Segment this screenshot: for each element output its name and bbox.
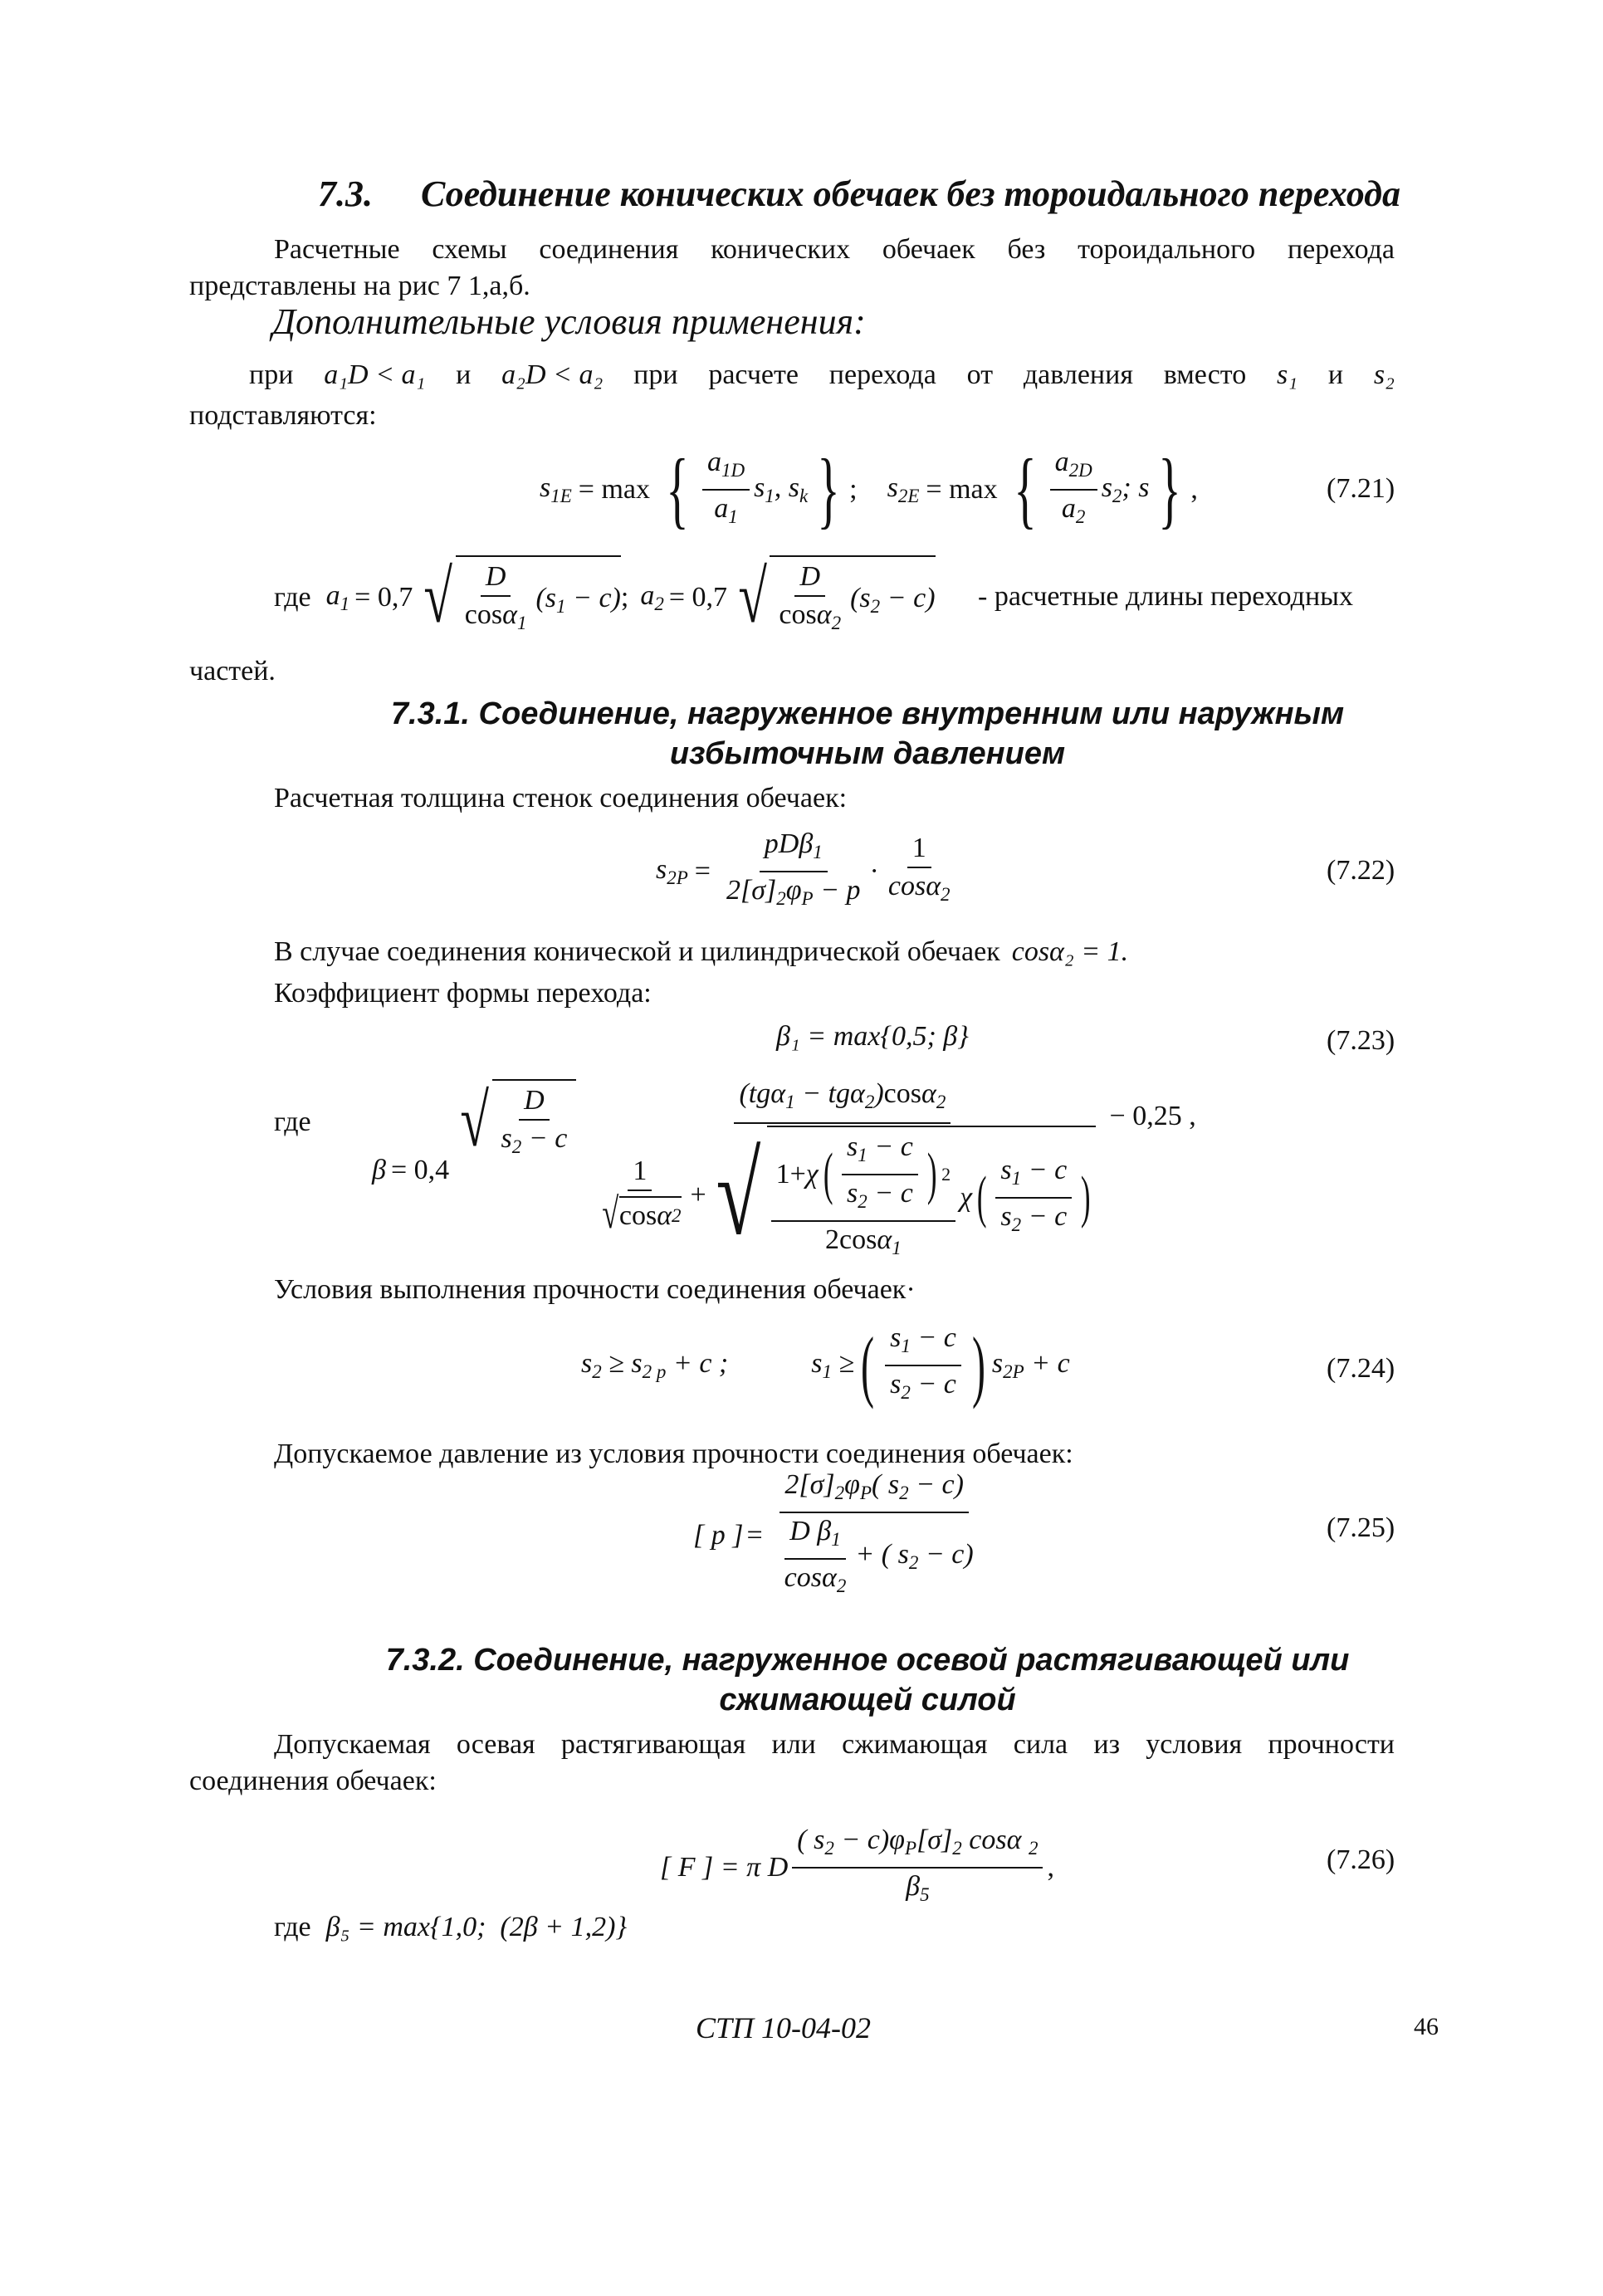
cond-symbol: s₁ — [1277, 359, 1298, 390]
cond-word: вместо — [1163, 359, 1247, 390]
intro-paragraph-line-1: Расчетные схемы соединения конических обечаек без тороидального перехода — [274, 234, 1395, 265]
section-heading — [318, 173, 1400, 215]
document-code: СТП 10-04-02 — [696, 2011, 872, 2044]
case-text: В случае соединения конической и цилиндрической обечаек — [274, 936, 1000, 967]
case-formula: cosα₂ = 1. — [1011, 936, 1129, 967]
lengths-description: - расчетные длины переходных — [978, 581, 1353, 612]
beta5-formula: β₅ = max{1,0; (2β + 1,2)} — [325, 1912, 628, 1942]
cond-word: перехода — [828, 359, 936, 390]
subsection-title-line-2: сжимающей силой — [719, 1683, 1016, 1717]
where-label: где — [274, 1106, 311, 1137]
equation-number: (7.22) — [1327, 855, 1395, 886]
conditions-heading: Дополнительные условия применения: — [272, 301, 866, 342]
subsection-heading — [315, 1640, 1420, 1720]
where-label: где — [274, 582, 311, 613]
beta5-line — [274, 1909, 627, 1946]
cond-formula: a₁D < a₁ — [324, 359, 426, 390]
cond-word: при — [249, 359, 294, 390]
equation-7-25: [ p ] = $2[\sigma]_2\varphi_P$( $s_2 - c$) $\frac{D \beta_1}{\cos\alpha_2}$ + ( $s_2 - c$) — [693, 1469, 974, 1596]
section-number: 7.3. — [318, 173, 373, 214]
conditions-line — [249, 357, 1395, 393]
where-label: где — [274, 1912, 311, 1942]
force-text-line-2: соединения обечаек: — [189, 1766, 437, 1796]
subsection-title-line-2: избыточным давлением — [669, 736, 1066, 771]
cond-word: и — [456, 359, 472, 390]
conditions-line-2: подставляются: — [189, 400, 377, 431]
intro-paragraph-line-2: представлены на рис 7 1,а,б. — [189, 271, 530, 301]
equation-7-23: β₁ = max{0,5; β} — [776, 1021, 969, 1052]
equation-number: (7.21) — [1327, 473, 1395, 504]
equation-number: (7.25) — [1327, 1512, 1395, 1543]
thickness-text: Расчетная толщина стенок соединения обечаек: — [274, 783, 848, 813]
strength-condition-text: Условия выполнения прочности соединения обечаек· — [274, 1274, 916, 1305]
cond-word: при — [633, 359, 678, 390]
cond-formula: a₂D < a₂ — [501, 359, 604, 390]
allowable-pressure-text: Допускаемое давление из условия прочности соединения обечаек: — [274, 1439, 1073, 1469]
case-line — [274, 934, 1128, 970]
section-title: Соединение конических обечаек без тороидального перехода — [421, 173, 1400, 214]
lengths-formula: где $a_1$ = 0,7 √ $\frac{D}{\cos\alpha_1}$ $(s_1 - c)$ ; $a_2$ = 0,7 √ $\frac{D}{\cos\alpha_2}$ $(s_2 - c)$ — [274, 556, 936, 638]
equation-number: (7.24) — [1327, 1353, 1395, 1384]
equation-7-26: [ F ] = π D $\frac{( s_2 - c)\varphi_P[\sigma]_2 \cos\alpha _2}{\beta_5}$ , — [660, 1825, 1054, 1905]
cond-symbol: s₂ — [1373, 359, 1395, 390]
equation-number: (7.26) — [1327, 1844, 1395, 1875]
cond-word: давления — [1023, 359, 1133, 390]
subsection-heading — [315, 694, 1420, 774]
equation-7-21: $s_{1E}$ = max { $\frac{a_{1D}}{a_1}$ $s_1$, $s_k$ } ; $s_{2E}$ = max { $\frac{a_{2D}}{a_2}$ $s_2$; s } , — [540, 442, 1198, 537]
subsection-title-line-1: 7.3.2. Соединение, нагруженное осевой растягивающей или — [385, 1643, 1350, 1678]
cond-word: от — [966, 359, 994, 390]
force-text-line-1: Допускаемая осевая растягивающая или сжимающая сила из условия прочности — [274, 1729, 1395, 1760]
equation-7-22: $s_{2P}$ = $\frac{pD\beta_1}{2[\sigma]_2\varphi_P - p}$ · $\frac{1}{\cos\alpha_2}$ — [656, 828, 951, 909]
cond-word: расчете — [708, 359, 799, 390]
lengths-description-cont: частей. — [189, 656, 276, 686]
cond-word: и — [1327, 359, 1344, 390]
page-number: 46 — [1414, 2013, 1439, 2040]
beta-formula: β = 0,4 √ $\frac{D}{s_2 - c}$ (tgα$_1$ − tgα$_2$)cosα$_2$ 1 √ cos α 2 + √ 1+ χ ( $\frac{s_1 - c}{s_2 - c}$ ) 2 2cosα$_1$ χ ( $\frac{s_1 - c}{s_2 - c}$ ) − 0,25 , — [372, 1071, 1196, 1270]
subsection-title-line-1: 7.3.1. Соединение, нагруженное внутренним или наружным — [390, 696, 1345, 731]
shape-coef-text: Коэффициент формы перехода: — [274, 978, 652, 1009]
equation-7-24: $s_2 \ge s_{2 p} + c$ ; $s_1$ ≥ ( $\frac{s_1 - c}{s_2 - c}$ ) $s_{2P} + c$ — [581, 1321, 1070, 1409]
equation-number: (7.23) — [1327, 1025, 1395, 1056]
